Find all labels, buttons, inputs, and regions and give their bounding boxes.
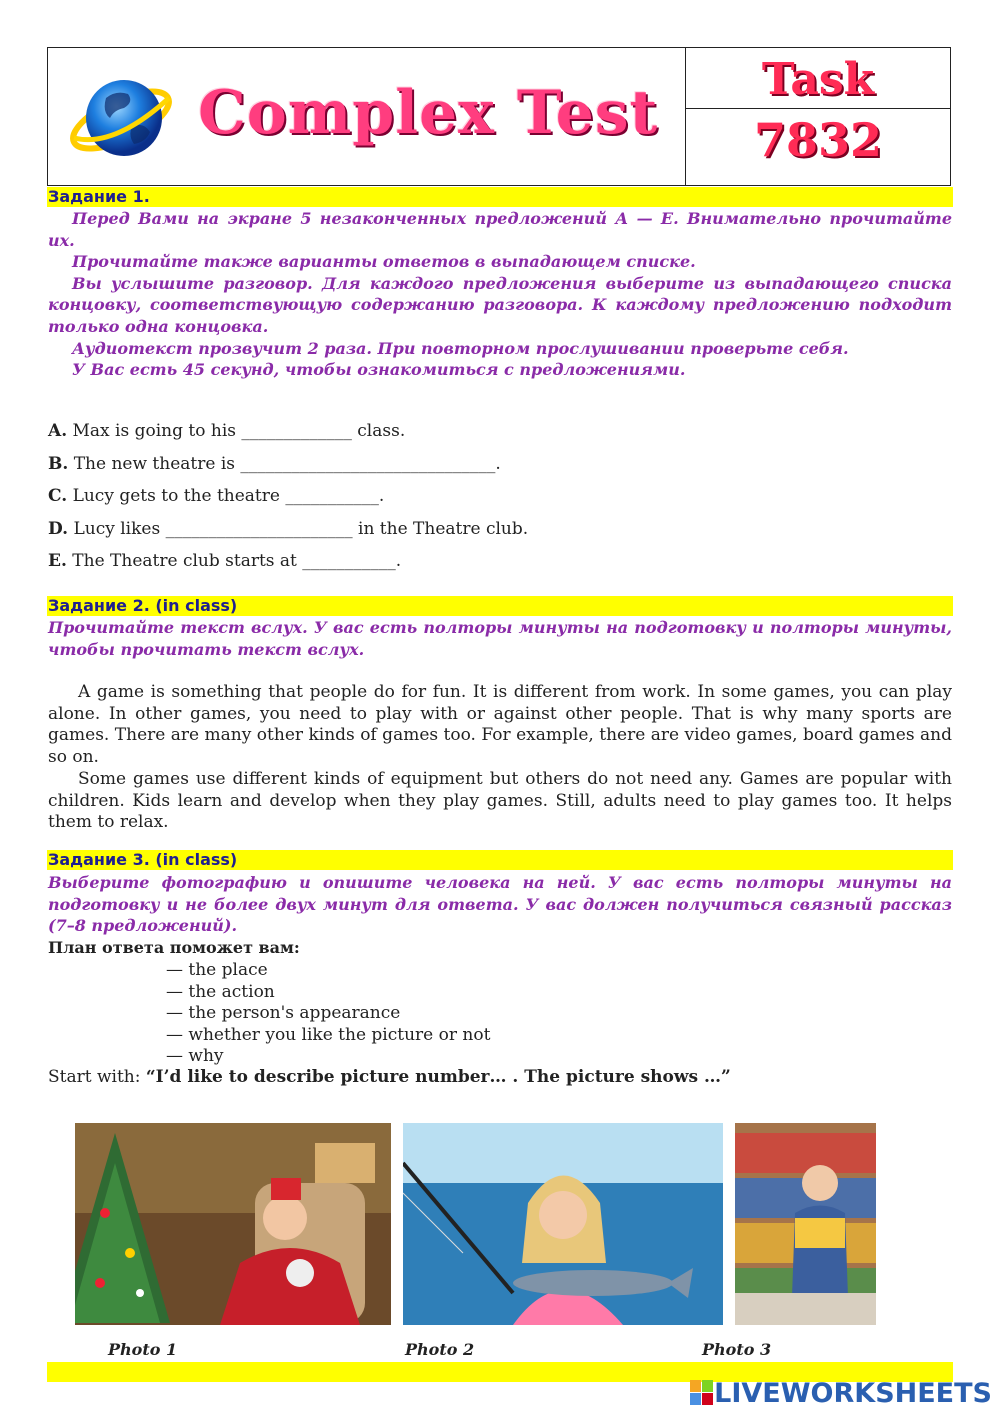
sentence-text: Lucy gets to the theatre ___________. <box>72 486 385 506</box>
title-cell <box>48 48 686 185</box>
task1-heading: Задание 1. <box>47 187 953 207</box>
sentence-letter: C. <box>48 486 68 506</box>
photo-1-image <box>75 1123 391 1325</box>
sentence-letter: E. <box>48 551 67 571</box>
sentence-e <box>48 551 401 571</box>
sentence-letter: B. <box>48 454 69 474</box>
task-label: Task <box>761 54 875 105</box>
plan-item: — the action <box>166 981 275 1002</box>
task1-instruction-line: Аудиотекст прозвучит 2 раза. При повторном прослушивании проверьте себя. <box>72 338 849 358</box>
photo-2-image <box>403 1123 723 1325</box>
task-number: 7832 <box>753 113 883 167</box>
liveworksheets-logo <box>690 1377 992 1409</box>
sentence-letter: A. <box>48 421 68 441</box>
sentence-c <box>48 486 384 506</box>
plan-item: — why <box>166 1046 224 1067</box>
start-quote: “I’d like to describe picture number… . The picture shows …” <box>145 1067 731 1087</box>
plan-item: — the person's appearance <box>166 1003 401 1024</box>
liveworksheets-brand: LIVEWORKSHEETS <box>714 1377 992 1409</box>
start-with-line <box>48 1067 731 1087</box>
task2-reading-text <box>48 682 952 834</box>
photo-2-caption: Photo 2 <box>405 1340 475 1359</box>
page-title: Complex Test <box>198 78 659 148</box>
task2-heading: Задание 2. (in class) <box>47 596 953 616</box>
plan-list <box>166 960 490 1068</box>
sentence-letter: D. <box>48 519 69 539</box>
task-number-cell <box>686 109 950 185</box>
header-table <box>47 47 951 186</box>
liveworksheets-icon <box>690 1380 714 1406</box>
task1-instruction-line: Перед Вами на экране 5 незаконченных предложений А — Е. Внимательно прочитайте их. <box>48 209 952 250</box>
task3-instruction: Выберите фотографию и опишите человека на ней. У вас есть полторы минуты на подготовку и не более двух минут для ответа. У вас должен получиться связный рассказ (7–8 предложений). <box>48 873 952 936</box>
task1-instructions <box>48 208 952 381</box>
task-label-cell <box>686 48 950 109</box>
sentence-a <box>48 421 405 441</box>
plan-item: — whether you like the picture or not <box>166 1024 491 1045</box>
task1-instruction-line: Вы услышите разговор. Для каждого предложения выберите из выпадающего списка концовку, соответствующую содержанию разговора. К каждому предложению подходит только одна концовка. <box>48 273 952 336</box>
plan-heading: План ответа поможет вам: <box>48 938 300 957</box>
photo-3-caption: Photo 3 <box>702 1340 772 1359</box>
reading-paragraph: Some games use different kinds of equipment but others do not need any. Games are popular with children. Kids learn and develop when they play games. Still, adults need to play games too. It helps them to relax. <box>48 768 952 833</box>
sentence-text: The Theatre club starts at ___________. <box>72 551 402 571</box>
photo-3-image <box>735 1123 876 1325</box>
sentence-b <box>48 454 501 474</box>
sentence-d <box>48 519 528 539</box>
photo-1-caption: Photo 1 <box>108 1340 178 1359</box>
task1-instruction-line: У Вас есть 45 секунд, чтобы ознакомиться с предложениями. <box>72 360 686 380</box>
sentence-text: Max is going to his _____________ class. <box>72 421 406 441</box>
sentence-text: Lucy likes ______________________ in the Theatre club. <box>73 519 529 539</box>
task1-instruction-line: Прочитайте также варианты ответов в выпадающем списке. <box>72 252 696 272</box>
task3-heading: Задание 3. (in class) <box>47 850 953 870</box>
reading-paragraph: A game is something that people do for fun. It is different from work. In some games, you can play alone. In other games, you need to play with or against other people. That is why many sports are games. There are many other kinds of games too. For example, there are video games, board games and so on. <box>48 682 952 768</box>
start-prefix: Start with: <box>48 1067 146 1087</box>
plan-item: — the place <box>166 960 268 980</box>
sentence-text: The new theatre is ______________________________. <box>73 454 501 474</box>
globe-icon <box>66 68 176 168</box>
task2-instruction: Прочитайте текст вслух. У вас есть полторы минуты на подготовку и полторы минуты, чтобы прочитать текст вслух. <box>48 618 952 659</box>
